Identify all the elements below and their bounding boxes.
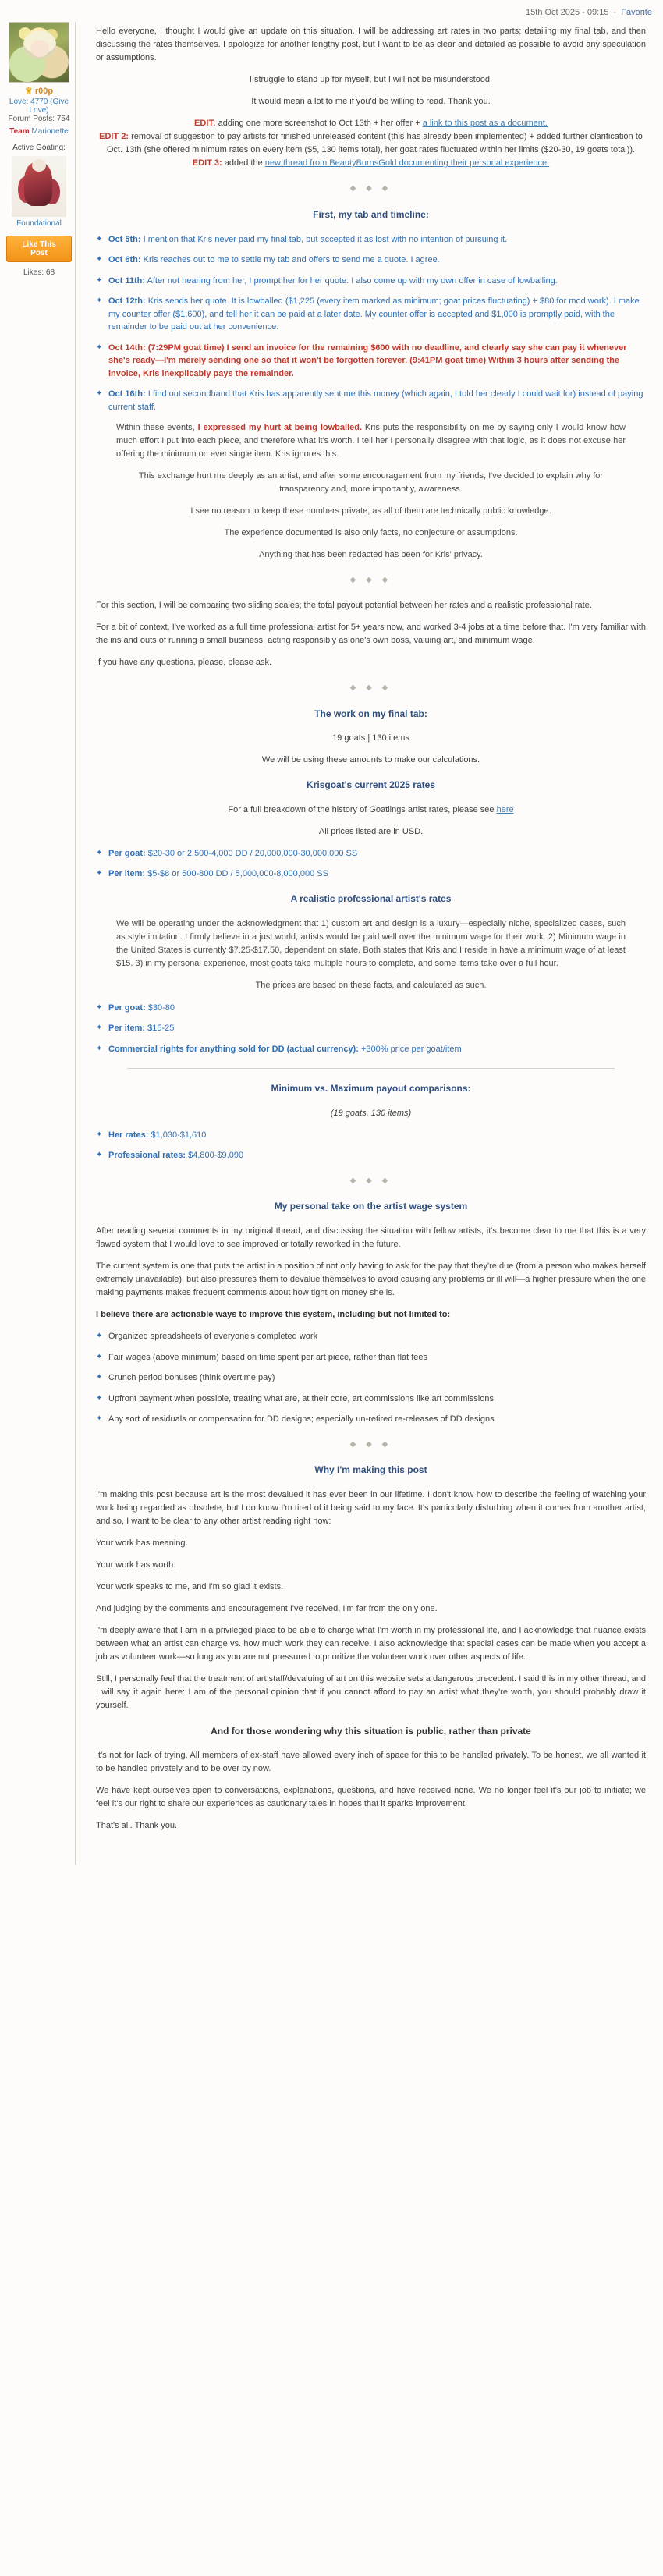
- timeline-item-oct6: [96, 254, 646, 267]
- scales-paragraph-3-text: If you have any questions, please, please ask.: [96, 658, 272, 668]
- section-heading-take: My personal take on the artist wage system: [274, 1201, 468, 1212]
- public-paragraph-2: We have kept ourselves open to conversations, explanations, questions, and have received none. We no longer feel it's our job to initiate; we feel it's our right to share our experiences as cautionary tales in hopes that it sparks improvement.: [96, 1786, 646, 1809]
- divider-dots-4: ◆ ◆ ◆: [349, 1176, 392, 1185]
- avatar: [9, 22, 69, 83]
- timeline-item-oct14: [96, 342, 646, 381]
- edit2-text: removal of suggestion to pay artists for finished unreleased content (this has already been implemented) + added further clarification to Oct. 13th (she offered minimum rates on every item ($5, 130 items total), her goat rates fluctuated within her limits ($20-30, 19 goats total)).: [106, 132, 643, 155]
- pro-rates-list: [96, 1002, 646, 1056]
- team-row: [6, 127, 72, 136]
- post-header: [0, 5, 663, 22]
- timeline-commentary-p2: This exchange hurt me deeply as an artist, and after some encouragement from my friends, I've decided to explain why for transparency and, more importantly, awareness.: [138, 471, 604, 495]
- section-heading-pro-rates: A realistic professional artist's rates: [290, 892, 452, 904]
- comparison-list: [96, 1129, 646, 1162]
- why-paragraph-1: I'm making this post because art is the most devalued it has ever been in our lifetime. I don't know how to describe the feeling of watching your work being regarded as obsolete, but I do know I'm tired of it being said to my face. It's particularly disturbing when it comes from another artist, and so, I want to be clear to any other artist reading right now:: [96, 1489, 646, 1526]
- why-paragraph-7: Still, I personally feel that the treatment of art staff/devaluing of art on this website sets a dangerous precedent. I said this in my other thread, and I will say it again here: I am of the personal opinion that if you cannot afford to pay an artist what they're worth, you should probably draw it yourself.: [96, 1674, 646, 1711]
- likes-count: Likes: 68: [23, 268, 55, 277]
- kris-rate-per-goat: [96, 847, 646, 860]
- pro-rate-per-goat-value: $30-80: [147, 1002, 176, 1013]
- scales-paragraph-3: [96, 656, 646, 669]
- timeline-item-oct6-date: Oct 6th:: [108, 255, 141, 265]
- comparison-pro-rates-label: Professional rates:: [108, 1151, 186, 1161]
- timeline-item-oct12: [96, 295, 646, 334]
- divider-dots-3: ◆ ◆ ◆: [349, 683, 392, 693]
- take-paragraph-2: The current system is one that puts the artist in a position of not only having to ask for the pay that they're due (from a person who makes herself extremely unavailable), but also pressures them to devalue themselves to avoid causing any problems or ill will—a higher pressure when the one making payments makes frequent comments about how tight on money she is.: [96, 1261, 646, 1298]
- pro-rate-commercial-rights: [96, 1043, 646, 1056]
- commentary-emphasis: I expressed my hurt at being lowballed.: [197, 423, 363, 433]
- final-tab-note: We will be using these amounts to make our calculations.: [261, 755, 480, 765]
- improvement-list: [96, 1330, 646, 1426]
- edit1-label: EDIT:: [194, 119, 216, 129]
- timeline-item-oct5: [96, 233, 646, 247]
- comparison-her-rates-value: $1,030-$1,610: [151, 1130, 207, 1140]
- comparison-her-rates-label: Her rates:: [108, 1130, 149, 1140]
- why-paragraph-5: And judging by the comments and encouragement I've received, I'm far from the only one.: [96, 1604, 438, 1614]
- timeline-item-oct11: [96, 275, 646, 288]
- section-heading-why: Why I'm making this post: [314, 1464, 427, 1476]
- section-heading-comparison: Minimum vs. Maximum payout comparisons:: [271, 1083, 471, 1095]
- kris-rate-per-item-value: $5-$8 or 500-800 DD / 5,000,000-8,000,000 SS: [147, 869, 328, 879]
- team-name[interactable]: Marionette: [31, 127, 69, 136]
- timeline-item-oct16-text: I find out secondhand that Kris has apparently sent me this money (which again, I told her clearly I could wait for) instead of paying current staff.: [108, 389, 644, 412]
- edit1-link[interactable]: a link to this post as a document.: [422, 119, 548, 129]
- commentary-pre: Within these events,: [116, 423, 198, 433]
- divider-dots-1: ◆ ◆ ◆: [349, 184, 392, 193]
- public-paragraph-1: It's not for lack of trying. All members of ex-staff have allowed every inch of space for this to be handled privately. To be honest, we all wanted it to be handled privately and to be over by now.: [96, 1751, 646, 1774]
- active-goat-image: [12, 156, 66, 217]
- pro-rate-per-item-label: Per item:: [108, 1024, 146, 1034]
- timeline-commentary: [116, 421, 626, 562]
- crown-icon: ♕: [24, 87, 33, 96]
- timeline-item-oct16: [96, 388, 646, 413]
- kris-rate-per-goat-label: Per goat:: [108, 848, 146, 858]
- intro-paragraph-1: Hello everyone, I thought I would give an update on this situation. I will be addressing art rates in two parts; detailing my final tab, and then discussing the rates themselves. I apologize for another lengthy post, but I want to be as clear and detailed as possible to avoid any speculation or assumptions.: [96, 27, 646, 63]
- kris-rates-subnote: [96, 804, 646, 817]
- section-heading-timeline: First, my tab and timeline:: [313, 208, 429, 220]
- comparison-pro-rates: [96, 1149, 646, 1162]
- divider-dots-2: ◆ ◆ ◆: [349, 576, 392, 585]
- why-paragraph-3: Your work has worth.: [96, 1560, 176, 1570]
- improvement-item-4: ✦ Upfront payment when possible, treating what are, at their core, art commissions like art commissions: [96, 1393, 646, 1406]
- pro-rates-explanation: [116, 917, 626, 992]
- kris-rates-usd-note: All prices listed are in USD.: [318, 826, 424, 836]
- why-paragraph-2: Your work has meaning.: [96, 1538, 188, 1549]
- pro-rate-commercial-label: Commercial rights for anything sold for DD (actual currency):: [108, 1044, 359, 1054]
- take-paragraph-1: After reading several comments in my original thread, and discussing the situation with fellow artists, it's become clear to me that this is a very flawed system that I would love to see improved or totally reworked in the future.: [96, 1226, 646, 1250]
- team-label: Team: [9, 127, 30, 136]
- timeline-item-oct5-text: I mention that Kris never paid my final tab, but accepted it as lost with no intention of pursuing it.: [143, 234, 508, 244]
- forum-post-count: Forum Posts: 754: [8, 115, 70, 123]
- section-heading-final-tab: The work on my final tab:: [314, 708, 427, 719]
- timeline-commentary-p3: I see no reason to keep these numbers private, as all of them are technically public knowledge.: [190, 506, 551, 516]
- why-paragraph-4: Your work speaks to me, and I'm so glad it exists.: [96, 1582, 284, 1592]
- improvement-item-3: ✦ Crunch period bonuses (think overtime pay): [96, 1371, 646, 1385]
- timeline-list: [96, 233, 646, 414]
- intro-paragraph-2: I struggle to stand up for myself, but I will not be misunderstood.: [249, 75, 493, 85]
- pro-rates-paragraph-1: We will be operating under the acknowledgment that 1) custom art and design is a luxury—especially niche, specialized cases, such as style imitation. I firmly believe in a just world, artists would be paid well over the minimum wage for their work. 2) Minimum wage in the United States is currently $7.25-$17.50, dependent on state. Both states that Kris and I reside in have a minimum wage of at least $15. 3) in my personal experience, most goats take multiple hours to complete, and some items take over a full hour.: [116, 918, 626, 968]
- timeline-item-oct12-text: Kris sends her quote. It is lowballed ($1,225 (every item marked as minimum; goat prices fluctuating) + $80 for mod work). I make my counter offer ($1,600), and tell her it can be paid at a later date. My counter offer is accepted and $1,000 is promptly paid, with the remainder to be paid out at her convenience.: [108, 296, 640, 332]
- divider-rule-1: [127, 1068, 615, 1069]
- improvement-item-2: ✦ Fair wages (above minimum) based on time spent per art piece, rather than flat fees: [96, 1351, 646, 1364]
- pro-rates-paragraph-2: The prices are based on these facts, and calculated as such.: [255, 980, 487, 990]
- public-paragraph-3: That's all. Thank you.: [96, 1821, 178, 1831]
- section-heading-kris-rates: Krisgoat's current 2025 rates: [307, 779, 435, 791]
- like-this-post-button[interactable]: Like This Post: [6, 236, 72, 262]
- timeline-item-oct11-date: Oct 11th:: [108, 275, 146, 286]
- comparison-note: (19 goats, 130 items): [330, 1108, 412, 1118]
- username-label: r00p: [34, 87, 54, 96]
- favorite-link[interactable]: Favorite: [621, 8, 652, 17]
- timeline-commentary-p4a: The experience documented is also only facts, no conjecture or assumptions.: [224, 528, 518, 538]
- edit1-text: adding one more screenshot to Oct 13th + her offer +: [218, 119, 420, 129]
- divider-dots-5: ◆ ◆ ◆: [349, 1439, 392, 1449]
- pro-rate-per-goat: [96, 1002, 646, 1015]
- timeline-item-oct12-date: Oct 12th:: [108, 296, 146, 307]
- scales-paragraph-1: For this section, I will be comparing two sliding scales; the total payout potential between her rates and a realistic professional rate.: [96, 600, 592, 610]
- comparison-pro-rates-value: $4,800-$9,090: [188, 1151, 244, 1161]
- timeline-item-oct11-text: After not hearing from her, I prompt her for her quote. I also come up with my own offer in case of lowballing.: [147, 275, 558, 286]
- kris-rates-list: [96, 847, 646, 881]
- edit3-text: added the: [224, 158, 263, 169]
- kris-rates-here-link[interactable]: here: [496, 804, 514, 814]
- header-separator: -: [613, 8, 617, 17]
- intro-paragraph-3: It would mean a lot to me if you'd be willing to read. Thank you.: [251, 97, 491, 107]
- comparison-her-rates: [96, 1129, 646, 1142]
- timeline-commentary-p4b: Anything that has been redacted has been for Kris' privacy.: [259, 550, 483, 560]
- timeline-item-oct14-text: I send an invoice for the remaining $600 with no deadline, and clearly say she can pay it whenever she's ready—I'm merely sending one so that it won't be forgotten forever. (9:41PM goat time) Within 3 hours after sending the invoice, Kris inexplicably pays the remainder.: [108, 342, 627, 378]
- kris-rate-per-item: [96, 868, 646, 881]
- goat-head: [32, 159, 46, 172]
- timeline-item-oct5-date: Oct 5th:: [108, 234, 141, 244]
- edit-notes: [96, 117, 646, 170]
- love-count[interactable]: Love: 4770 (Give Love): [9, 98, 69, 115]
- goat-title[interactable]: Foundational: [16, 219, 62, 228]
- pro-rate-per-item-value: $15-25: [147, 1024, 175, 1034]
- timeline-item-oct16-date: Oct 16th:: [108, 389, 146, 399]
- improvement-item-5: ✦ Any sort of residuals or compensation for DD designs; especially un-retired re-releases of DD designs: [96, 1413, 646, 1426]
- username[interactable]: [6, 86, 72, 96]
- scales-paragraph-2: For a bit of context, I've worked as a full time professional artist for 5+ years now, and worked 3-4 jobs at a time before that. I'm very familiar with the ins and outs of running a small business, acting responsibly as one's own boss, valuing art, and minimum wage.: [96, 622, 646, 645]
- post-body: [75, 22, 663, 1865]
- timeline-item-oct6-text: Kris reaches out to me to settle my tab and offers to send me a quote. I agree.: [143, 255, 440, 265]
- active-goating-label: Active Goating:: [12, 144, 66, 152]
- author-sidebar: [0, 22, 75, 277]
- kris-rates-subnote-pre: For a full breakdown of the history of Goatlings artist rates, please see: [228, 804, 497, 814]
- why-paragraph-6: I'm deeply aware that I am in a privileged place to be able to charge what I'm worth in my professional life, and I acknowledge that nuance exists between what an artist can charge vs. how much work they can receive. I also acknowledge that special cases can be made when you accept a job as volunteer work—so long as you are not pressured to prioritize the volunteer work over other aspects of life.: [96, 1626, 646, 1662]
- edit3-link[interactable]: new thread from BeautyBurnsGold documenting their personal experience.: [264, 158, 550, 169]
- section-heading-public: And for those wondering why this situation is public, rather than private: [211, 1725, 531, 1737]
- take-paragraph-3: [96, 1308, 646, 1322]
- improvement-item-1: ✦ Organized spreadsheets of everyone's completed work: [96, 1330, 646, 1343]
- kris-rate-per-item-label: Per item:: [108, 869, 146, 879]
- take-paragraph-3-text: I believe there are actionable ways to improve this system, including but not limited to:: [96, 1310, 451, 1320]
- post-date: 15th Oct 2025 - 09:15: [526, 8, 609, 17]
- kris-rate-per-goat-value: $20-30 or 2,500-4,000 DD / 20,000,000-30,000,000 SS: [147, 848, 358, 858]
- pro-rate-per-item: [96, 1022, 646, 1035]
- pro-rate-per-goat-label: Per goat:: [108, 1002, 146, 1013]
- final-tab-counts: 19 goats | 130 items: [332, 733, 410, 743]
- pro-rate-commercial-value: +300% price per goat/item: [360, 1044, 462, 1054]
- timeline-item-oct14-date: Oct 14th: (7:29PM goat time): [108, 342, 225, 353]
- edit2-label: EDIT 2:: [99, 132, 129, 142]
- avatar-face: [30, 40, 49, 57]
- timeline-commentary-p1: [116, 421, 626, 461]
- edit3-label: EDIT 3:: [192, 158, 222, 169]
- commentary-post: Kris puts the responsibility on me by saying only I would know how much effort I put into each piece, and therefore what it's worth. I tell her I personally disagree with that logic, as it does not excuse her offering the minimum on ever single item. Kris ignores this.: [116, 423, 626, 459]
